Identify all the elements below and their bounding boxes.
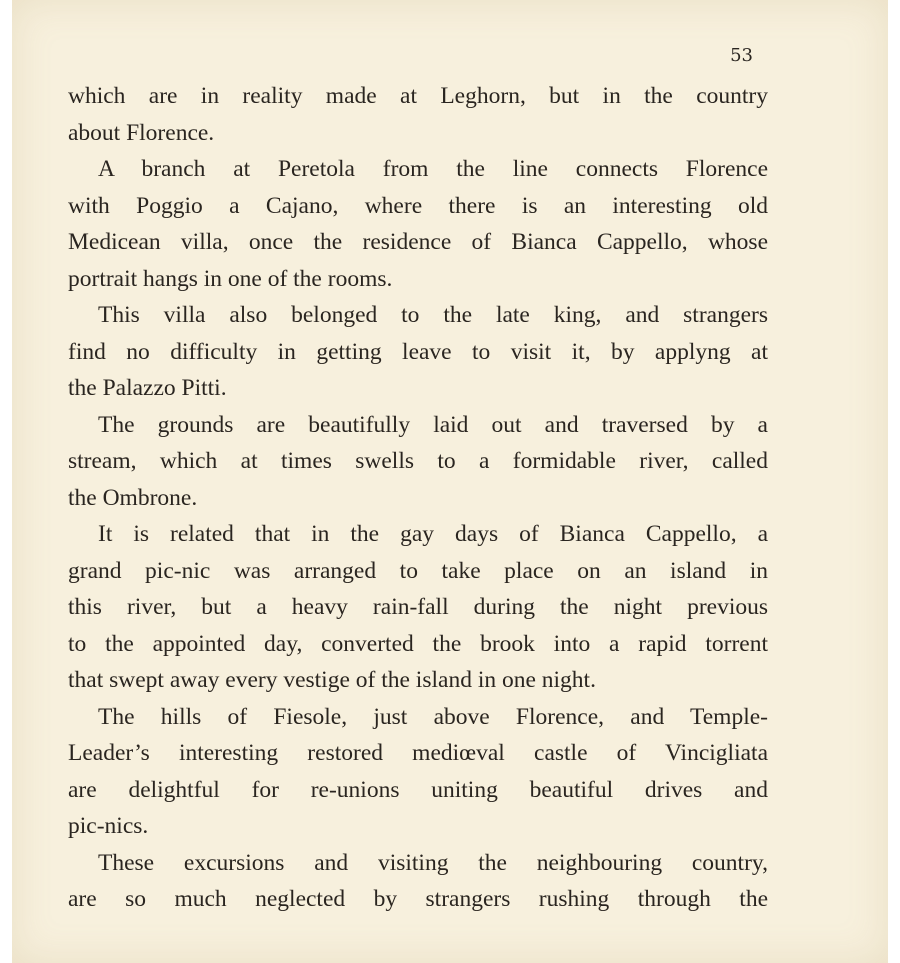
text-line: which are in reality made at Leghorn, but in the country — [68, 83, 768, 109]
text-line: this river, but a heavy rain-fall during the night previous — [68, 594, 768, 620]
page-number: 53 — [730, 45, 753, 66]
text-line: find no difficulty in getting leave to visit it, by applyng at — [68, 338, 768, 365]
paragraph — [68, 699, 768, 845]
book-page — [12, 0, 888, 963]
text-line: This villa also belonged to the late king, and strangers — [98, 302, 768, 328]
text-line: A branch at Peretola from the line connects Florence — [98, 156, 768, 182]
text-line: with Poggio a Cajano, where there is an interesting old — [68, 192, 768, 219]
text-line: The grounds are beautifully laid out and traversed by a — [98, 411, 768, 438]
text-line: the Palazzo Pitti. — [68, 375, 227, 401]
paragraph — [68, 151, 768, 297]
text-line: portrait hangs in one of the rooms. — [68, 265, 393, 292]
text-line: stream, which at times swells to a formidable river, called — [68, 448, 768, 474]
text-line: The hills of Fiesole, just above Florence, and Temple- — [98, 703, 768, 730]
text-line: are delightful for re-unions uniting beautiful drives and — [68, 776, 768, 803]
paragraph — [68, 845, 768, 918]
paragraph — [68, 78, 768, 151]
text-line: the Ombrone. — [68, 484, 198, 511]
text-line: Leader’s interesting restored mediœval castle of Vincigliata — [68, 740, 768, 766]
text-line: grand pic-nic was arranged to take place on an island in — [68, 557, 768, 584]
text-line: about Florence. — [68, 119, 215, 146]
text-line: that swept away every vestige of the island in one night. — [68, 667, 596, 693]
paragraph — [68, 516, 768, 699]
text-line: pic-nics. — [68, 813, 149, 839]
text-line: It is related that in the gay days of Bianca Cappello, a — [98, 521, 768, 547]
text-line: to the appointed day, converted the brook into a rapid torrent — [68, 630, 768, 657]
body-text — [68, 78, 768, 918]
paragraph — [68, 407, 768, 517]
text-line: are so much neglected by strangers rushing through the — [68, 886, 768, 912]
text-line: These excursions and visiting the neighbouring country, — [98, 849, 768, 876]
text-line: Medicean villa, once the residence of Bianca Cappello, whose — [68, 229, 768, 255]
paragraph — [68, 297, 768, 407]
